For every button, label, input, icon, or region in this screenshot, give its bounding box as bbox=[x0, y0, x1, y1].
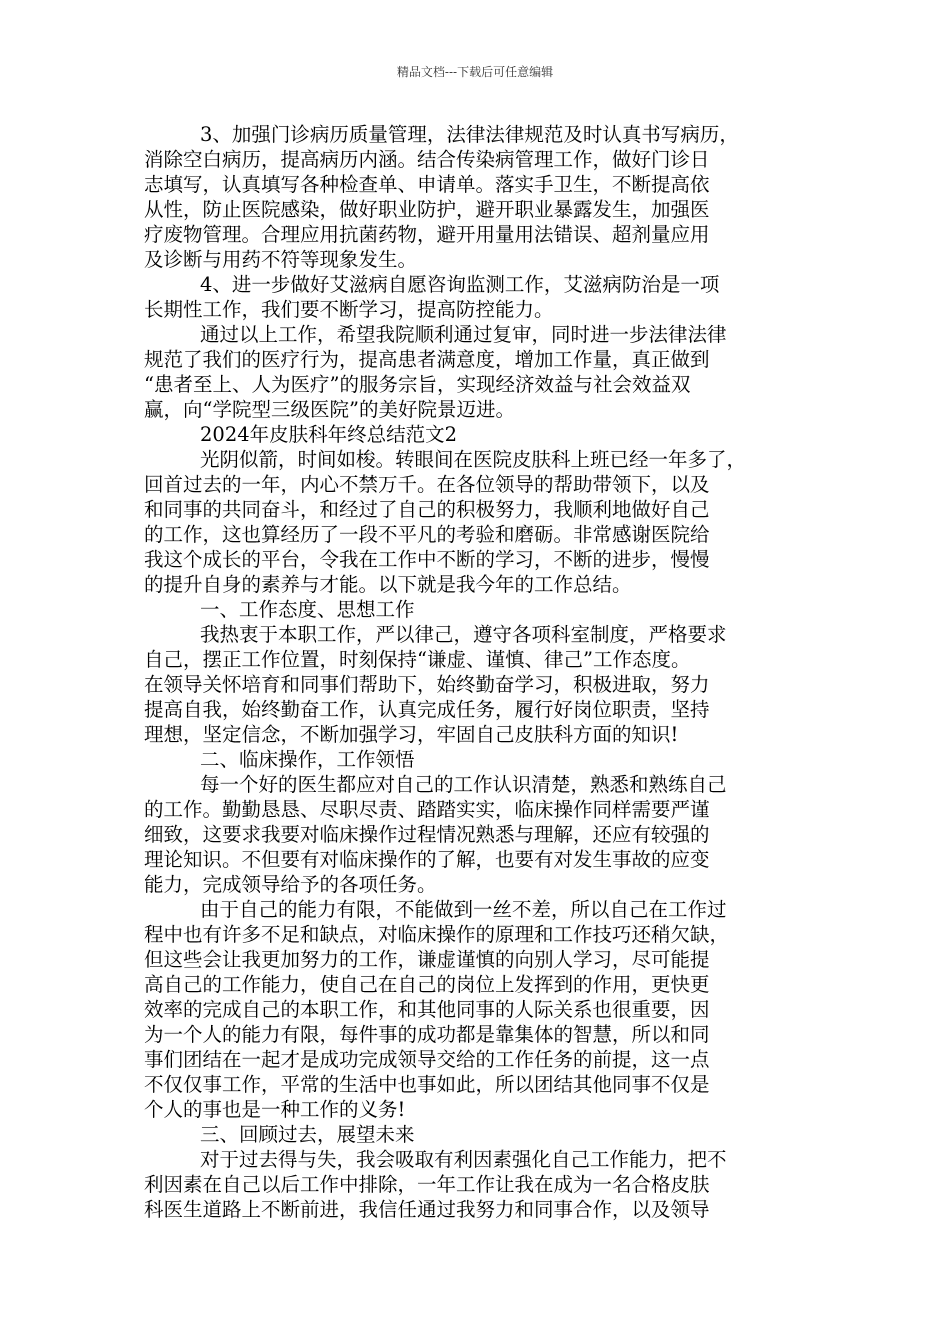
document-body bbox=[144, 122, 822, 1222]
text-line: 回首过去的一年，内心不禁万千。在各位领导的帮助带领下，以及 bbox=[144, 473, 710, 496]
text-line: 程中也有许多不足和缺点，对临床操作的原理和工作技巧还稍欠缺， bbox=[144, 923, 730, 946]
text-line: 事们团结在一起才是成功完成领导交给的工作任务的前提，这一点 bbox=[144, 1048, 710, 1071]
text-line: 细致，这要求我要对临床操作过程情况熟悉与理解，还应有较强的 bbox=[144, 823, 710, 846]
text-line: 赢，向“学院型三级医院”的美好院景迈进。 bbox=[144, 398, 515, 421]
text-line: 长期性工作，我们要不断学习，提高防控能力。 bbox=[144, 298, 554, 321]
text-line: 效率的完成自己的本职工作，和其他同事的人际关系也很重要，因 bbox=[144, 998, 710, 1021]
text-line: 光阴似箭，时间如梭。转眼间在医院皮肤科上班已经一年多了， bbox=[200, 448, 747, 471]
text-line: 2024年皮肤科年终总结范文2 bbox=[200, 423, 458, 446]
text-line: 消除空白病历，提高病历内涵。结合传染病管理工作，做好门诊日 bbox=[144, 148, 710, 171]
text-line: 规范了我们的医疗行为，提高患者满意度，增加工作量，真正做到 bbox=[144, 348, 710, 371]
text-line: 一、工作态度、思想工作 bbox=[200, 598, 415, 621]
text-line: 提高自我，始终勤奋工作，认真完成任务，履行好岗位职责，坚持 bbox=[144, 698, 710, 721]
text-line: 为一个人的能力有限，每件事的成功都是靠集体的智慧，所以和同 bbox=[144, 1023, 710, 1046]
text-line: 不仅仅事工作，平常的生活中也事如此，所以团结其他同事不仅是 bbox=[144, 1073, 710, 1096]
text-line: 对于过去得与失，我会吸取有利因素强化自己工作能力，把不 bbox=[200, 1148, 727, 1171]
text-line: 从性，防止医院感染，做好职业防护，避开职业暴露发生，加强医 bbox=[144, 198, 710, 221]
text-line: 高自己的工作能力，使自己在自己的岗位上发挥到的作用，更快更 bbox=[144, 973, 710, 996]
text-line: 志填写，认真填写各种检查单、申请单。落实手卫生，不断提高依 bbox=[144, 173, 710, 196]
page-header: 精品文档---下载后可任意编辑 bbox=[396, 65, 554, 79]
text-line: 的工作。勤勤恳恳、尽职尽责、踏踏实实，临床操作同样需要严谨 bbox=[144, 798, 710, 821]
text-line: 3、加强门诊病历质量管理，法律法律规范及时认真书写病历， bbox=[200, 123, 739, 146]
text-line: 及诊断与用药不符等现象发生。 bbox=[144, 248, 418, 271]
text-line: 4、进一步做好艾滋病自愿咨询监测工作，艾滋病防治是一项 bbox=[200, 273, 720, 296]
text-line: 三、回顾过去，展望未来 bbox=[200, 1123, 415, 1146]
text-line: 个人的事也是一种工作的义务! bbox=[144, 1098, 406, 1121]
text-line: 由于自己的能力有限，不能做到一丝不差，所以自己在工作过 bbox=[200, 898, 727, 921]
text-line: 二、临床操作，工作领悟 bbox=[200, 748, 415, 771]
text-line: 理想，坚定信念，不断加强学习，牢固自己皮肤科方面的知识! bbox=[144, 723, 679, 746]
text-line: 但这些会让我更加努力的工作，谦虚谨慎的向别人学习，尽可能提 bbox=[144, 948, 710, 971]
text-line: 利因素在自己以后工作中排除，一年工作让我在成为一名合格皮肤 bbox=[144, 1173, 710, 1196]
text-line: 每一个好的医生都应对自己的工作认识清楚，熟悉和熟练自己 bbox=[200, 773, 727, 796]
text-line: 我热衷于本职工作，严以律己，遵守各项科室制度，严格要求 bbox=[200, 623, 727, 646]
text-line: 我这个成长的平台，令我在工作中不断的学习，不断的进步，慢慢 bbox=[144, 548, 710, 571]
text-line: 疗废物管理。合理应用抗菌药物，避开用量用法错误、超剂量应用 bbox=[144, 223, 710, 246]
text-line: “患者至上、人为医疗”的服务宗旨，实现经济效益与社会效益双 bbox=[144, 373, 691, 396]
text-line: 和同事的共同奋斗，和经过了自己的积极努力，我顺利地做好自己 bbox=[144, 498, 710, 521]
text-line: 理论知识。不但要有对临床操作的了解，也要有对发生事故的应变 bbox=[144, 848, 710, 871]
text-line: 的提升自身的素养与才能。以下就是我今年的工作总结。 bbox=[144, 573, 632, 596]
text-line: 通过以上工作，希望我院顺利通过复审，同时进一步法律法律 bbox=[200, 323, 727, 346]
text-line: 科医生道路上不断前进，我信任通过我努力和同事合作，以及领导 bbox=[144, 1198, 710, 1221]
text-line: 能力，完成领导给予的各项任务。 bbox=[144, 873, 437, 896]
text-line: 的工作，这也算经历了一段不平凡的考验和磨砺。非常感谢医院给 bbox=[144, 523, 710, 546]
text-line: 自己，摆正工作位置，时刻保持“谦虚、谨慎、律己”工作态度。 bbox=[144, 648, 691, 671]
text-line: 在领导关怀培育和同事们帮助下，始终勤奋学习，积极进取，努力 bbox=[144, 673, 710, 696]
